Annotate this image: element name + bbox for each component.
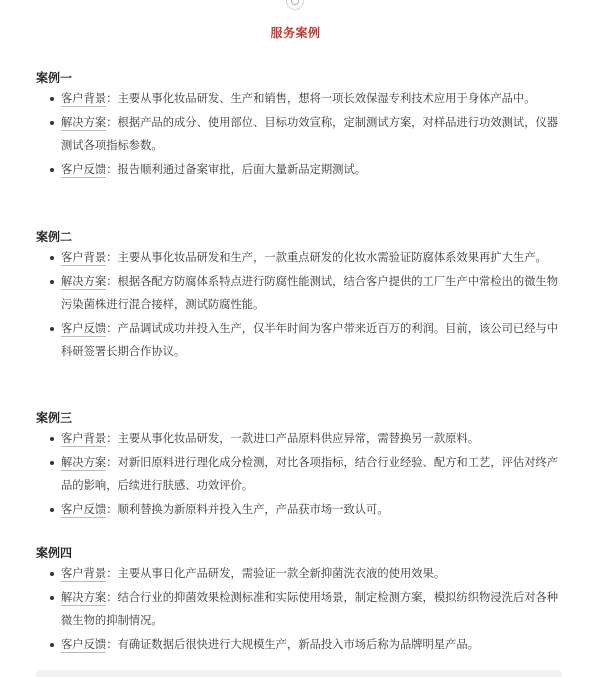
list-item: [0, 246, 566, 269]
item-separator: ：: [106, 432, 118, 445]
bullet-icon: [50, 572, 54, 576]
item-text: 主要从事化妆品研发、生产和销售，想将一项长效保湿专利技术应用于身体产品中。: [117, 92, 536, 105]
bullet-icon: [50, 121, 54, 125]
item-separator: ：: [106, 456, 118, 469]
case-title: 案例二: [36, 230, 73, 244]
bullet-icon: [50, 643, 54, 647]
list-item: [0, 270, 566, 316]
bullet-icon: [50, 327, 54, 331]
list-item: [0, 427, 566, 450]
bullet-icon: [50, 168, 54, 172]
list-item: [0, 498, 566, 521]
item-text: 根据各配方防腐体系特点进行防腐性能测试，结合客户提供的工厂生产中常检出的微生物污染菌株进行混合接样，测试防腐性能。: [61, 275, 559, 311]
item-label: 解决方案: [61, 116, 107, 129]
item-text: 结合行业的抑菌效果检测标准和实际使用场景，制定检测方案，模拟纺织物浸洗后对各种微生物的抑制情况。: [61, 591, 559, 627]
list-item: [0, 633, 566, 656]
list-item: [0, 158, 566, 181]
list-item: [0, 586, 566, 632]
item-label: 客户反馈: [61, 322, 107, 335]
bullet-icon: [50, 596, 54, 600]
item-separator: ：: [106, 275, 118, 288]
item-label: 客户背景: [61, 567, 107, 580]
item-text: 对新旧原料进行理化成分检测，对比各项指标，结合行业经验、配方和工艺，评估对终产品的影响，后续进行肤感、功效评价。: [61, 456, 559, 492]
item-separator: ：: [106, 503, 118, 516]
case-title: 案例一: [36, 71, 73, 85]
item-label: 客户背景: [61, 432, 107, 445]
item-label: 客户反馈: [61, 163, 107, 176]
item-text: 主要从事日化产品研发，需验证一款全新抑菌洗衣液的使用效果。: [117, 567, 446, 580]
item-separator: ：: [106, 567, 118, 580]
list-item: [0, 451, 566, 497]
item-label: 解决方案: [61, 456, 107, 469]
case-list: [0, 87, 566, 181]
item-text: 报告顺利通过备案审批，后面大量新品定期测试。: [117, 163, 367, 176]
bullet-icon: [50, 280, 54, 284]
item-separator: ：: [106, 322, 118, 335]
bullet-icon: [50, 437, 54, 441]
case-list: [0, 246, 566, 363]
bullet-icon: [50, 461, 54, 465]
item-text: 主要从事化妆品研发和生产，一款重点研发的化妆水需验证防腐体系效果再扩大生产。: [117, 251, 547, 264]
item-label: 客户反馈: [61, 638, 107, 651]
item-text: 有确证数据后很快进行大规模生产，新品投入市场后称为品牌明星产品。: [117, 638, 480, 651]
item-separator: ：: [106, 251, 118, 264]
bullet-icon: [50, 256, 54, 260]
item-text: 产品调试成功并投入生产，仅半年时间为客户带来近百万的利润。目前，该公司已经与中科研签署长期合作协议。: [61, 322, 559, 358]
list-item: [0, 317, 566, 363]
item-separator: ：: [106, 116, 118, 129]
case-list: [0, 562, 566, 656]
loading-icon: [286, 0, 304, 10]
list-item: [0, 111, 566, 157]
item-text: 主要从事化妆品研发，一款进口产品原料供应异常，需替换另一款原料。: [117, 432, 480, 445]
item-label: 客户背景: [61, 92, 107, 105]
item-label: 解决方案: [61, 275, 107, 288]
item-separator: ：: [106, 92, 118, 105]
item-text: 根据产品的成分、使用部位、目标功效宣称，定制测试方案，对样品进行功效测试，仪器测试各项指标参数。: [61, 116, 559, 152]
item-label: 客户背景: [61, 251, 107, 264]
case-title: 案例三: [36, 411, 73, 425]
bottom-panel-edge: [36, 670, 562, 677]
list-item: [0, 87, 566, 110]
bullet-icon: [50, 508, 54, 512]
item-text: 顺利替换为新原料并投入生产，产品获市场一致认可。: [117, 503, 389, 516]
item-separator: ：: [106, 638, 118, 651]
list-item: [0, 562, 566, 585]
case-list: [0, 427, 566, 521]
case-title: 案例四: [36, 546, 73, 560]
item-label: 解决方案: [61, 591, 107, 604]
item-separator: ：: [106, 163, 118, 176]
bullet-icon: [50, 97, 54, 101]
item-separator: ：: [106, 591, 118, 604]
page-title: 服务案例: [270, 26, 321, 40]
item-label: 客户反馈: [61, 503, 107, 516]
